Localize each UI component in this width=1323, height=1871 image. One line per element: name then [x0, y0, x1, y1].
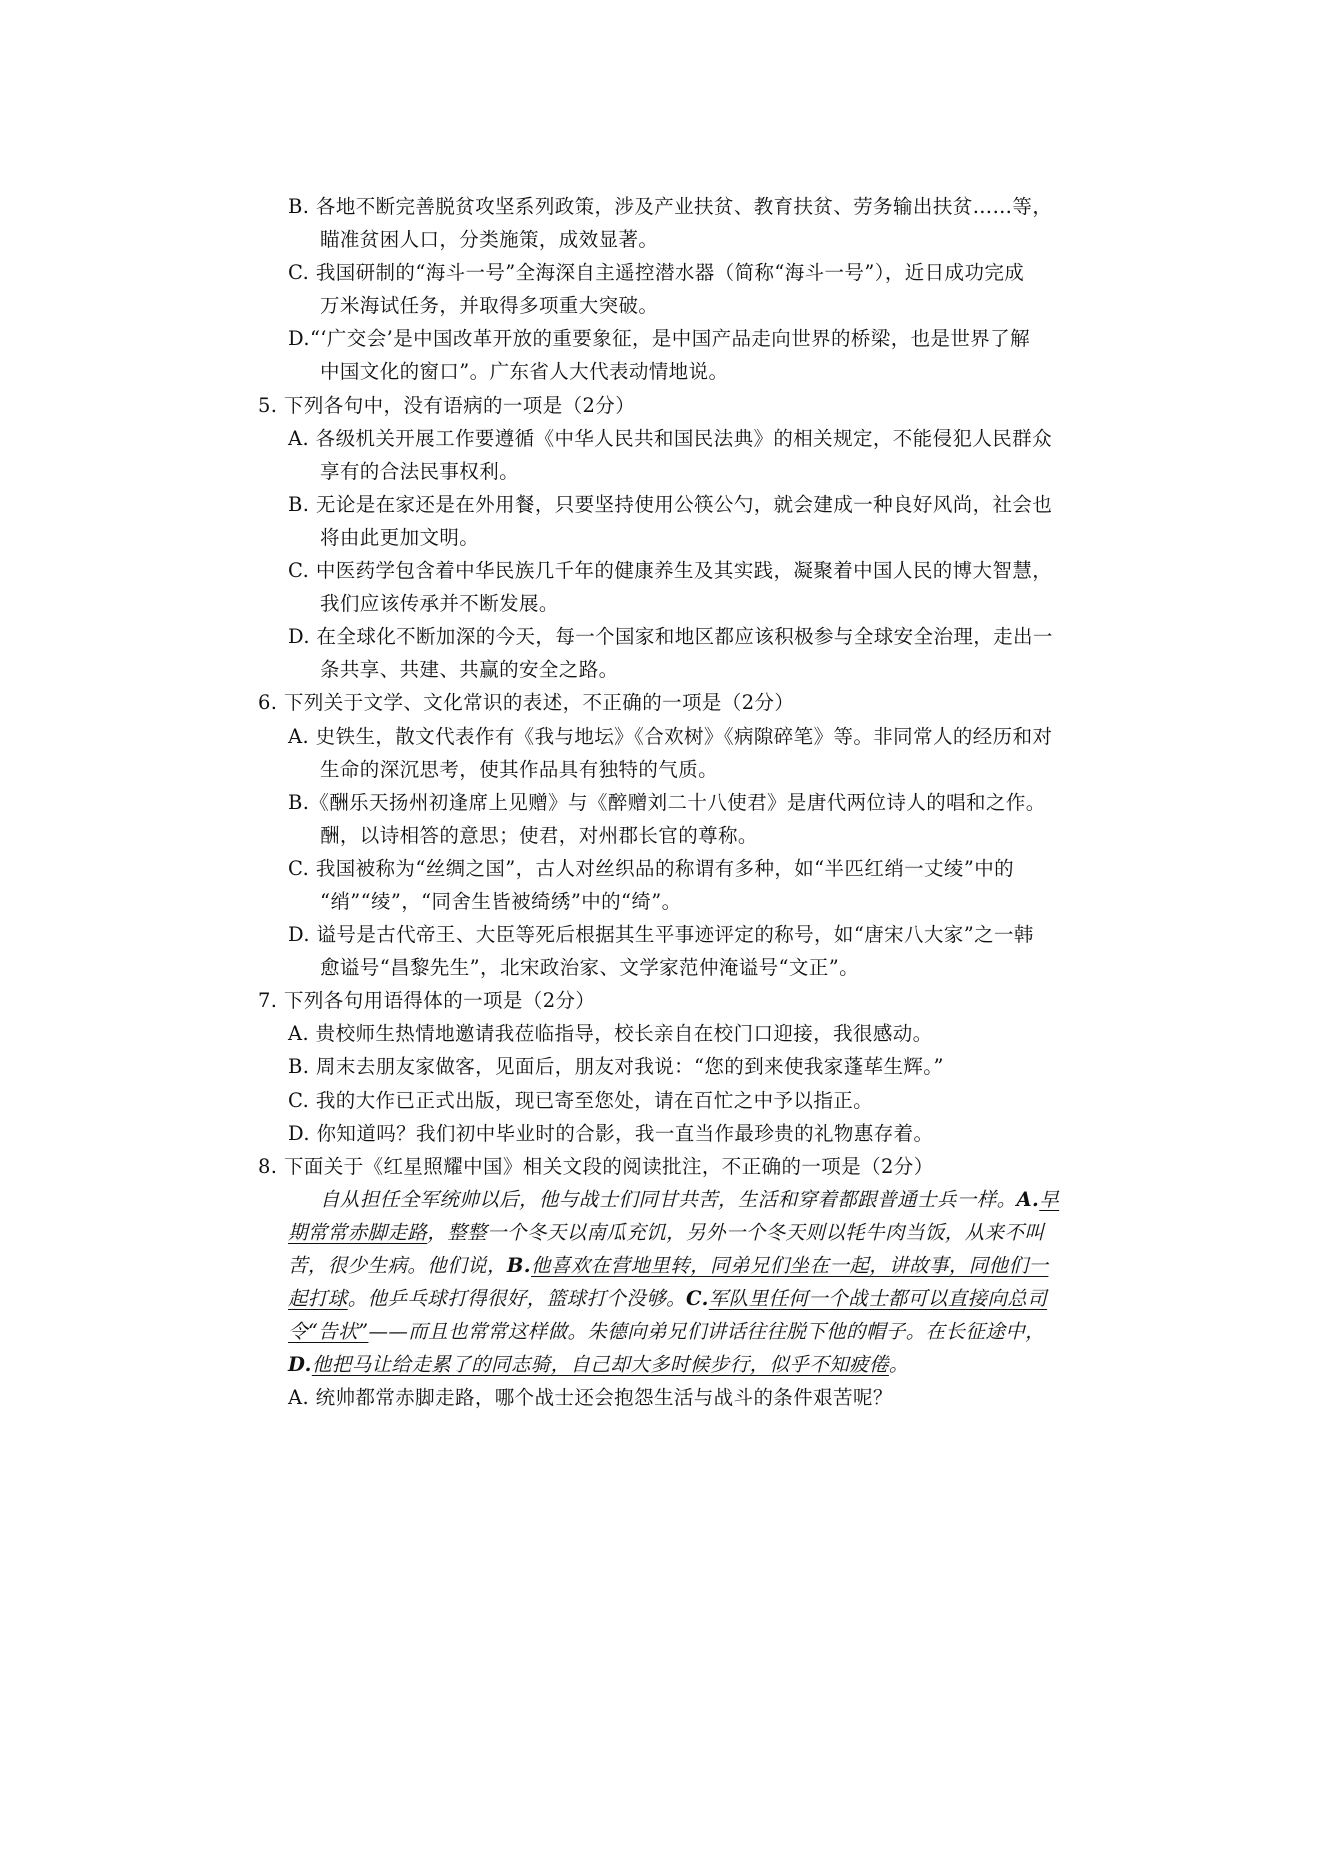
q6-option-b-line1: B.《酬乐天扬州初逢席上见赠》与《醉赠刘二十八使君》是唐代两位诗人的唱和之作。 [288, 790, 1046, 814]
q7-stem: 7. 下列各句用语得体的一项是（2分） [258, 989, 596, 1013]
q4-option-b-line2: 瞄准贫困人口，分类施策，成效显著。 [320, 228, 659, 252]
annotation-underline-c-cont: 令“告状” [288, 1320, 369, 1344]
q8-passage-line3 [258, 1249, 1088, 1282]
q5-stem: 5. 下列各句中，没有语病的一项是（2分） [258, 393, 636, 417]
q8-passage [258, 1183, 1088, 1382]
q4-option-d-line2: 中国文化的窗口”。广东省人大代表动情地说。 [320, 360, 729, 384]
q8-passage-text: 自从担任全军统帅以后，他与战士们同甘共苦，生活和穿着都跟普通士兵一样。 [320, 1187, 1017, 1211]
annotation-underline-b-cont: 起打球 [288, 1287, 348, 1311]
q5-option-a-line2: 享有的合法民事权利。 [320, 459, 520, 483]
q6-option-a-line1: A. 史铁生，散文代表作有《我与地坛》《合欢树》《病隙碎笔》等。非同常人的经历和对 [288, 724, 1053, 748]
annotation-underline-c: 军队里任何一个战士都可以直接向总司 [708, 1287, 1048, 1311]
annotation-marker-a: A. [1016, 1187, 1040, 1211]
annotation-marker-b: B. [506, 1254, 531, 1277]
q4-option-c-line1: C. 我国研制的“海斗一号”全海深自主遥控潜水器（简称“海斗一号”），近日成功完成 [288, 261, 1025, 285]
q8-passage-text: 苦，很少生病。他们说， [288, 1254, 507, 1277]
q6-stem: 6. 下列关于文学、文化常识的表述，不正确的一项是（2分） [258, 691, 795, 715]
q4-option-c-line2: 万米海试任务，并取得多项重大突破。 [320, 294, 659, 318]
q8-passage-text: ，整整一个冬天以南瓜充饥，另外一个冬天则以牦牛肉当饭，从来不叫 [427, 1220, 1045, 1244]
exam-content [258, 190, 1088, 1414]
annotation-underline-d: 他把马让给走累了的同志骑，自己却大多时候步行，似乎不知疲倦 [311, 1353, 889, 1377]
q5-option-b-line1: B. 无论是在家还是在外用餐，只要坚持使用公筷公勺，就会建成一种良好风尚，社会也 [288, 492, 1053, 516]
annotation-underline-a-cont: 期常常赤脚走路 [288, 1220, 428, 1244]
q7-option-c: C. 我的大作已正式出版，现已寄至您处，请在百忙之中予以指正。 [288, 1088, 874, 1112]
q5-option-c-line1: C. 中医药学包含着中华民族几千年的健康养生及其实践，凝聚着中国人民的博大智慧， [288, 559, 1053, 583]
q5-option-c-line2: 我们应该传承并不断发展。 [320, 592, 559, 616]
annotation-marker-d: D. [288, 1353, 312, 1377]
q8-option-a: A. 统帅都常赤脚走路，哪个战士还会抱怨生活与战斗的条件艰苦呢？ [288, 1386, 893, 1410]
annotation-underline-a: 早 [1039, 1187, 1060, 1211]
q6-option-c-line1: C. 我国被称为“丝绸之国”，古人对丝织品的称谓有多种，如“半匹红绡一丈绫”中的 [288, 856, 1014, 880]
q8-stem: 8. 下面关于《红星照耀中国》相关文段的阅读批注，不正确的一项是（2分） [258, 1154, 934, 1178]
q4-option-d-line1: D.“‘广交会’是中国改革开放的重要象征，是中国产品走向世界的桥梁，也是世界了解 [288, 327, 1031, 351]
q5-option-d-line2: 条共享、共建、共赢的安全之路。 [320, 658, 619, 682]
q7-option-d: D. 你知道吗？我们初中毕业时的合影，我一直当作最珍贵的礼物惠存着。 [288, 1121, 934, 1145]
annotation-marker-c: C. [686, 1287, 709, 1311]
q8-passage-line6 [258, 1348, 1088, 1381]
q6-option-b-line2: 酬，以诗相答的意思；使君，对州郡长官的尊称。 [320, 823, 758, 847]
q8-passage-text: 。他乒乓球打得很好，篮球打个没够。 [347, 1287, 687, 1311]
q8-passage-line5 [258, 1315, 1088, 1348]
q5-option-d-line1: D. 在全球化不断加深的今天，每一个国家和地区都应该积极参与全球安全治理，走出一 [288, 625, 1053, 649]
q7-option-a: A. 贵校师生热情地邀请我莅临指导，校长亲自在校门口迎接，我很感动。 [288, 1022, 933, 1046]
q8-passage-line1 [258, 1183, 1088, 1216]
q5-option-b-line2: 将由此更加文明。 [320, 525, 480, 549]
q4-option-b-line1: B. 各地不断完善脱贫攻坚系列政策，涉及产业扶贫、教育扶贫、劳务输出扶贫……等， [288, 195, 1053, 218]
q8-passage-line4 [258, 1282, 1088, 1315]
q5-option-a-line1: A. 各级机关开展工作要遵循《中华人民共和国民法典》的相关规定，不能侵犯人民群众 [288, 426, 1052, 450]
q6-option-d-line1: D. 谥号是古代帝王、大臣等死后根据其生平事迹评定的称号，如“唐宋八大家”之一韩 [288, 923, 1034, 947]
q8-passage-line2 [258, 1216, 1088, 1249]
q7-option-b: B. 周末去朋友家做客，见面后，朋友对我说：“您的到来使我家蓬荜生辉。” [288, 1055, 944, 1079]
q6-option-c-line2: “绡”“绫”，“同舍生皆被绮绣”中的“绮”。 [320, 889, 682, 913]
q8-passage-text: ——而且也常常这样做。朱德向弟兄们讲话往往脱下他的帽子。在长征途中， [368, 1320, 1046, 1344]
annotation-underline-b: 他喜欢在营地里转，同弟兄们坐在一起，讲故事，同他们一 [530, 1254, 1049, 1277]
q6-option-d-line2: 愈谥号“昌黎先生”，北宋政治家、文学家范仲淹谥号“文正”。 [320, 956, 859, 980]
q8-passage-text: 。 [888, 1353, 909, 1377]
q6-option-a-line2: 生命的深沉思考，使其作品具有独特的气质。 [320, 757, 719, 781]
